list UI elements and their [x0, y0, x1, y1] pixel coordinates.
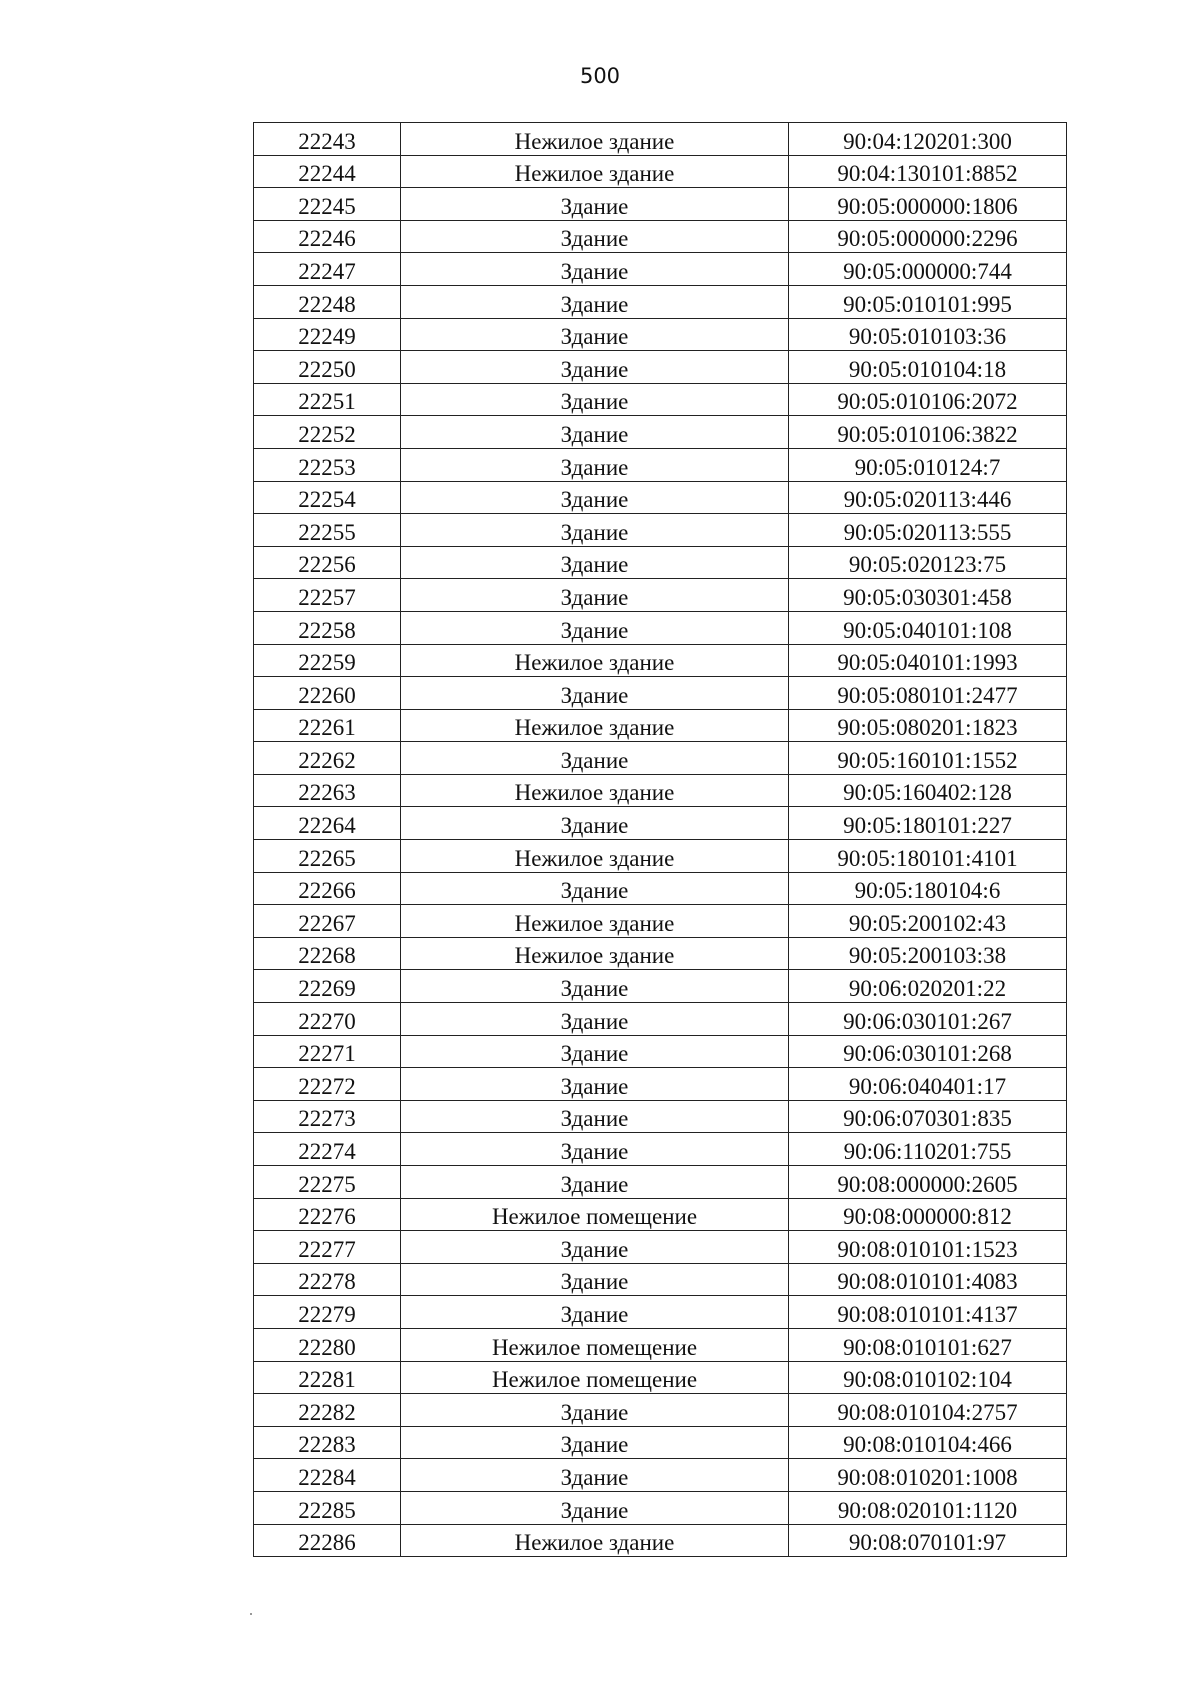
cadastral-number-cell: 90:08:010101:1523 — [789, 1231, 1067, 1264]
cadastral-number-cell: 90:08:010101:4137 — [789, 1296, 1067, 1329]
table-row — [254, 1231, 1067, 1264]
object-type-cell: Здание — [401, 1166, 789, 1199]
object-type-cell: Здание — [401, 1035, 789, 1068]
table-row — [254, 1328, 1067, 1361]
row-number-cell: 22268 — [254, 937, 401, 970]
page-number: 500 — [579, 64, 621, 88]
row-number-cell: 22267 — [254, 905, 401, 938]
row-number-cell: 22264 — [254, 807, 401, 840]
table-row — [254, 709, 1067, 742]
row-number-cell: 22282 — [254, 1394, 401, 1427]
row-number-cell: 22249 — [254, 318, 401, 351]
cadastral-number-cell: 90:06:110201:755 — [789, 1133, 1067, 1166]
cadastral-number-cell: 90:06:030101:268 — [789, 1035, 1067, 1068]
cadastral-number-cell: 90:08:010101:4083 — [789, 1263, 1067, 1296]
row-number-cell: 22285 — [254, 1491, 401, 1524]
cadastral-number-cell: 90:05:010104:18 — [789, 351, 1067, 384]
row-number-cell: 22278 — [254, 1263, 401, 1296]
row-number-cell: 22253 — [254, 448, 401, 481]
row-number-cell: 22247 — [254, 253, 401, 286]
table-row — [254, 644, 1067, 677]
object-type-cell: Здание — [401, 1491, 789, 1524]
table-row — [254, 611, 1067, 644]
table-row — [254, 1524, 1067, 1557]
cadastral-number-cell: 90:06:030101:267 — [789, 1003, 1067, 1036]
row-number-cell: 22255 — [254, 514, 401, 547]
cadastral-number-cell: 90:05:020123:75 — [789, 546, 1067, 579]
table-row — [254, 383, 1067, 416]
object-type-cell: Нежилое здание — [401, 840, 789, 873]
object-type-cell: Нежилое здание — [401, 709, 789, 742]
table-row — [254, 905, 1067, 938]
object-type-cell: Здание — [401, 481, 789, 514]
cadastral-number-cell: 90:05:080101:2477 — [789, 677, 1067, 710]
table-row — [254, 1003, 1067, 1036]
row-number-cell: 22265 — [254, 840, 401, 873]
object-type-cell: Здание — [401, 1133, 789, 1166]
row-number-cell: 22280 — [254, 1328, 401, 1361]
cadastral-number-cell: 90:08:020101:1120 — [789, 1491, 1067, 1524]
object-type-cell: Здание — [401, 1426, 789, 1459]
cadastral-number-cell: 90:05:000000:2296 — [789, 220, 1067, 253]
row-number-cell: 22271 — [254, 1035, 401, 1068]
table-row — [254, 872, 1067, 905]
row-number-cell: 22244 — [254, 155, 401, 188]
object-type-cell: Здание — [401, 188, 789, 221]
cadastral-number-cell: 90:06:070301:835 — [789, 1100, 1067, 1133]
cadastral-number-cell: 90:05:200103:38 — [789, 937, 1067, 970]
cadastral-number-cell: 90:05:010106:3822 — [789, 416, 1067, 449]
row-number-cell: 22283 — [254, 1426, 401, 1459]
object-type-cell: Здание — [401, 807, 789, 840]
object-type-cell: Здание — [401, 416, 789, 449]
row-number-cell: 22251 — [254, 383, 401, 416]
object-type-cell: Здание — [401, 1296, 789, 1329]
row-number-cell: 22276 — [254, 1198, 401, 1231]
object-type-cell: Здание — [401, 285, 789, 318]
object-type-cell: Здание — [401, 970, 789, 1003]
row-number-cell: 22284 — [254, 1459, 401, 1492]
table-row — [254, 1198, 1067, 1231]
cadastral-number-cell: 90:08:010201:1008 — [789, 1459, 1067, 1492]
table-row — [254, 123, 1067, 156]
cadastral-number-cell: 90:06:040401:17 — [789, 1068, 1067, 1101]
cadastral-number-cell: 90:06:020201:22 — [789, 970, 1067, 1003]
object-type-cell: Нежилое здание — [401, 644, 789, 677]
cadastral-number-cell: 90:05:180101:4101 — [789, 840, 1067, 873]
cadastral-number-cell: 90:05:010124:7 — [789, 448, 1067, 481]
row-number-cell: 22263 — [254, 774, 401, 807]
cadastral-number-cell: 90:05:180104:6 — [789, 872, 1067, 905]
cadastral-number-cell: 90:05:030301:458 — [789, 579, 1067, 612]
object-type-cell: Нежилое здание — [401, 905, 789, 938]
table-row — [254, 514, 1067, 547]
cadastral-number-cell: 90:05:040101:108 — [789, 611, 1067, 644]
row-number-cell: 22270 — [254, 1003, 401, 1036]
table-row — [254, 579, 1067, 612]
row-number-cell: 22273 — [254, 1100, 401, 1133]
row-number-cell: 22256 — [254, 546, 401, 579]
table-row — [254, 318, 1067, 351]
object-type-cell: Здание — [401, 1100, 789, 1133]
cadastral-number-cell: 90:05:040101:1993 — [789, 644, 1067, 677]
object-type-cell: Нежилое помещение — [401, 1198, 789, 1231]
table-row — [254, 1263, 1067, 1296]
table-row — [254, 546, 1067, 579]
row-number-cell: 22257 — [254, 579, 401, 612]
table-row — [254, 188, 1067, 221]
row-number-cell: 22266 — [254, 872, 401, 905]
table-row — [254, 1100, 1067, 1133]
cadastral-number-cell: 90:05:200102:43 — [789, 905, 1067, 938]
cadastral-number-cell: 90:08:070101:97 — [789, 1524, 1067, 1557]
cadastral-number-cell: 90:04:120201:300 — [789, 123, 1067, 156]
object-type-cell: Здание — [401, 1231, 789, 1264]
cadastral-number-cell: 90:05:160402:128 — [789, 774, 1067, 807]
object-type-cell: Здание — [401, 579, 789, 612]
row-number-cell: 22262 — [254, 742, 401, 775]
object-type-cell: Здание — [401, 448, 789, 481]
row-number-cell: 22254 — [254, 481, 401, 514]
cadastral-number-cell: 90:05:000000:744 — [789, 253, 1067, 286]
table-row — [254, 1166, 1067, 1199]
table-row — [254, 1133, 1067, 1166]
row-number-cell: 22258 — [254, 611, 401, 644]
registry-table-body — [254, 123, 1067, 1557]
object-type-cell: Здание — [401, 677, 789, 710]
cadastral-number-cell: 90:08:010102:104 — [789, 1361, 1067, 1394]
object-type-cell: Здание — [401, 383, 789, 416]
object-type-cell: Здание — [401, 1394, 789, 1427]
object-type-cell: Здание — [401, 514, 789, 547]
table-row — [254, 742, 1067, 775]
cadastral-number-cell: 90:08:000000:812 — [789, 1198, 1067, 1231]
object-type-cell: Здание — [401, 1263, 789, 1296]
cadastral-number-cell: 90:08:010104:2757 — [789, 1394, 1067, 1427]
cadastral-number-cell: 90:05:000000:1806 — [789, 188, 1067, 221]
table-row — [254, 807, 1067, 840]
cadastral-number-cell: 90:05:160101:1552 — [789, 742, 1067, 775]
object-type-cell: Нежилое здание — [401, 774, 789, 807]
cadastral-number-cell: 90:08:010101:627 — [789, 1328, 1067, 1361]
row-number-cell: 22272 — [254, 1068, 401, 1101]
object-type-cell: Нежилое здание — [401, 937, 789, 970]
table-row — [254, 448, 1067, 481]
registry-table — [253, 122, 1067, 1557]
table-row — [254, 1361, 1067, 1394]
scan-speck — [250, 1613, 252, 1615]
cadastral-number-cell: 90:05:010103:36 — [789, 318, 1067, 351]
cadastral-number-cell: 90:05:010106:2072 — [789, 383, 1067, 416]
table-row — [254, 970, 1067, 1003]
table-row — [254, 351, 1067, 384]
row-number-cell: 22259 — [254, 644, 401, 677]
object-type-cell: Здание — [401, 351, 789, 384]
table-row — [254, 1068, 1067, 1101]
table-row — [254, 481, 1067, 514]
cadastral-number-cell: 90:05:180101:227 — [789, 807, 1067, 840]
cadastral-number-cell: 90:05:010101:995 — [789, 285, 1067, 318]
table-row — [254, 1394, 1067, 1427]
object-type-cell: Здание — [401, 253, 789, 286]
cadastral-number-cell: 90:08:010104:466 — [789, 1426, 1067, 1459]
table-row — [254, 220, 1067, 253]
table-row — [254, 840, 1067, 873]
table-row — [254, 1296, 1067, 1329]
row-number-cell: 22246 — [254, 220, 401, 253]
cadastral-number-cell: 90:05:020113:555 — [789, 514, 1067, 547]
row-number-cell: 22248 — [254, 285, 401, 318]
object-type-cell: Здание — [401, 742, 789, 775]
object-type-cell: Здание — [401, 546, 789, 579]
row-number-cell: 22281 — [254, 1361, 401, 1394]
row-number-cell: 22275 — [254, 1166, 401, 1199]
table-row — [254, 1035, 1067, 1068]
cadastral-number-cell: 90:05:020113:446 — [789, 481, 1067, 514]
row-number-cell: 22274 — [254, 1133, 401, 1166]
table-row — [254, 416, 1067, 449]
row-number-cell: 22269 — [254, 970, 401, 1003]
cadastral-number-cell: 90:05:080201:1823 — [789, 709, 1067, 742]
cadastral-number-cell: 90:08:000000:2605 — [789, 1166, 1067, 1199]
row-number-cell: 22279 — [254, 1296, 401, 1329]
object-type-cell: Нежилое помещение — [401, 1328, 789, 1361]
object-type-cell: Здание — [401, 1068, 789, 1101]
object-type-cell: Нежилое здание — [401, 155, 789, 188]
row-number-cell: 22277 — [254, 1231, 401, 1264]
row-number-cell: 22252 — [254, 416, 401, 449]
row-number-cell: 22261 — [254, 709, 401, 742]
object-type-cell: Здание — [401, 1003, 789, 1036]
row-number-cell: 22243 — [254, 123, 401, 156]
table-row — [254, 937, 1067, 970]
object-type-cell: Нежилое здание — [401, 1524, 789, 1557]
object-type-cell: Здание — [401, 611, 789, 644]
object-type-cell: Нежилое здание — [401, 123, 789, 156]
table-row — [254, 1459, 1067, 1492]
object-type-cell: Здание — [401, 318, 789, 351]
object-type-cell: Здание — [401, 872, 789, 905]
row-number-cell: 22286 — [254, 1524, 401, 1557]
table-row — [254, 285, 1067, 318]
table-row — [254, 774, 1067, 807]
row-number-cell: 22250 — [254, 351, 401, 384]
table-row — [254, 677, 1067, 710]
object-type-cell: Здание — [401, 220, 789, 253]
object-type-cell: Здание — [401, 1459, 789, 1492]
row-number-cell: 22245 — [254, 188, 401, 221]
cadastral-number-cell: 90:04:130101:8852 — [789, 155, 1067, 188]
table-row — [254, 1426, 1067, 1459]
table-row — [254, 1491, 1067, 1524]
object-type-cell: Нежилое помещение — [401, 1361, 789, 1394]
row-number-cell: 22260 — [254, 677, 401, 710]
table-row — [254, 155, 1067, 188]
table-row — [254, 253, 1067, 286]
